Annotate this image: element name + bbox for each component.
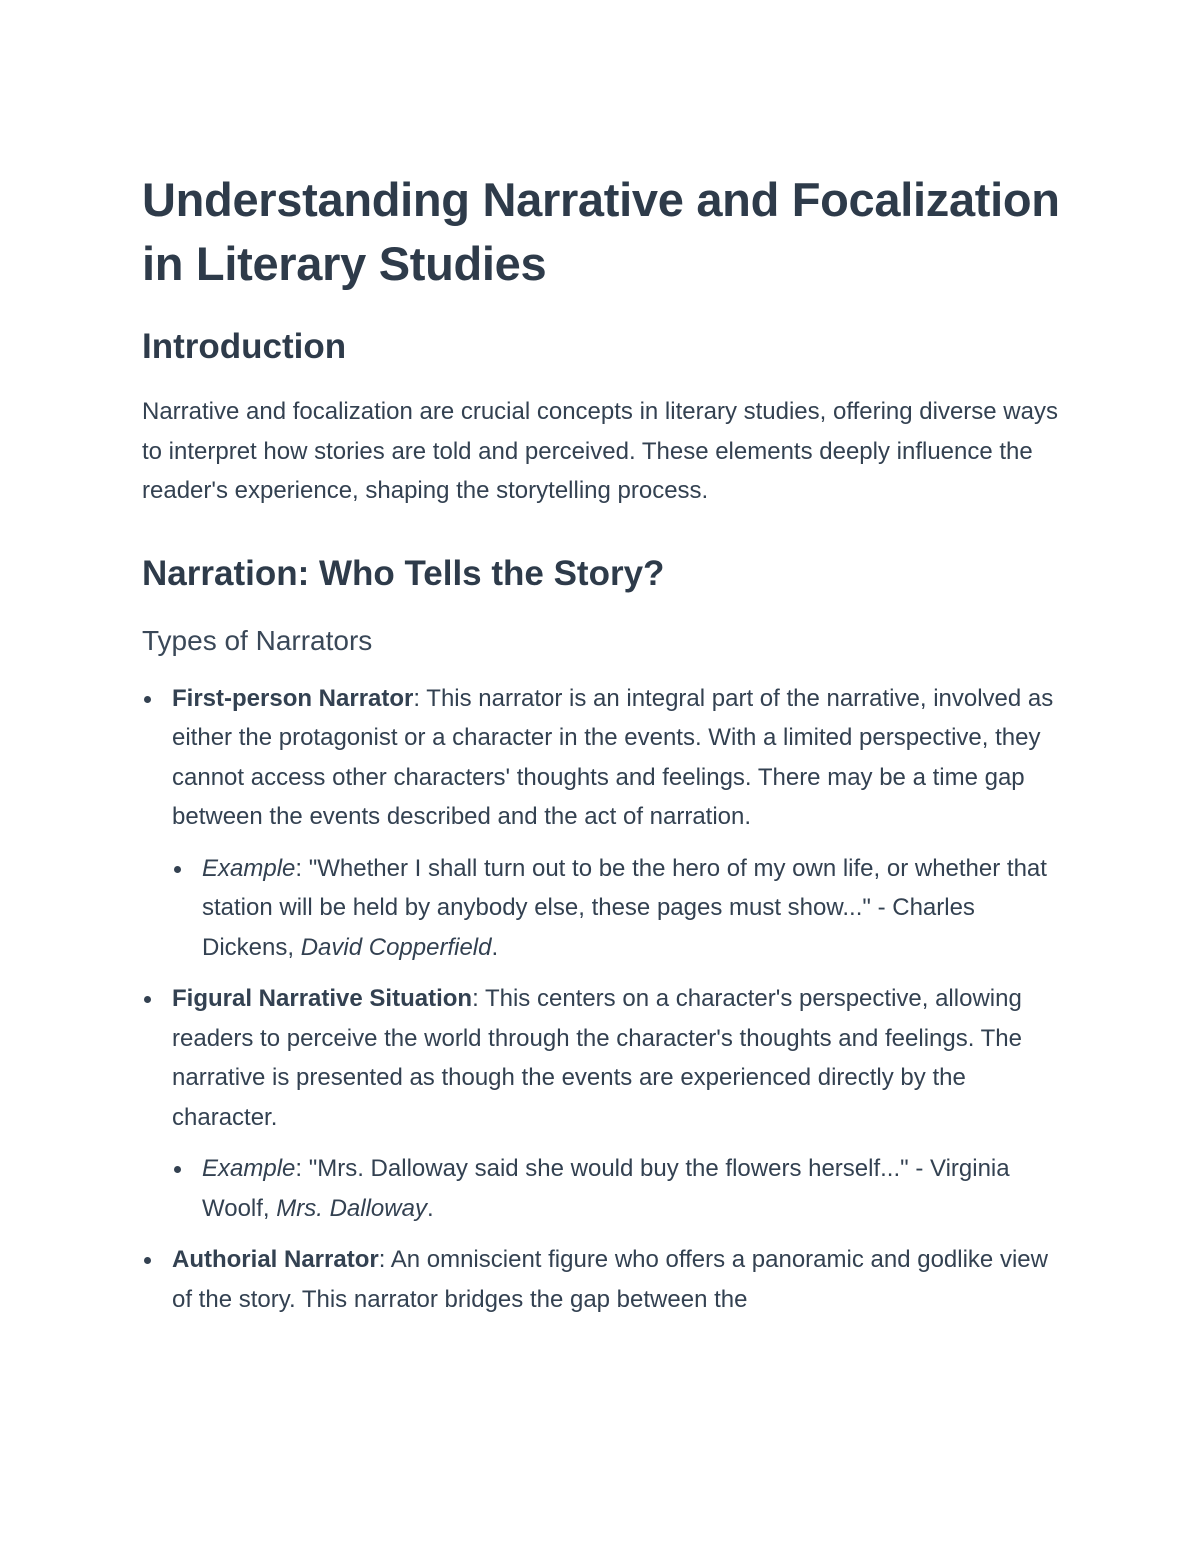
bullet-icon bbox=[174, 1166, 181, 1173]
narrator-types-list bbox=[142, 679, 1062, 1320]
item-term: Figural Narrative Situation bbox=[172, 985, 473, 1012]
example-list bbox=[172, 849, 1062, 968]
item-text: : This centers on a character's perspective, allowing readers to perceive the world through the character's thoughts and feelings. The narrative is presented as though the events are experienced directly by the character. bbox=[172, 985, 1022, 1131]
example-label: Example bbox=[202, 854, 296, 882]
page-title: Understanding Narrative and Focalization in Literary Studies bbox=[142, 173, 1060, 290]
document-page bbox=[142, 168, 1062, 1331]
example-label: Example bbox=[202, 1155, 296, 1182]
introduction-paragraph: Narrative and focalization are crucial concepts in literary studies, offering diverse ways to interpret how stories are told and perceived. These elements deeply influence the reader's experience, shaping the storytelling process. bbox=[142, 398, 1058, 504]
example-list bbox=[172, 1149, 1062, 1228]
example-work-title: Mrs. Dalloway bbox=[276, 1194, 427, 1222]
list-item-example bbox=[172, 1149, 1062, 1228]
example-end: . bbox=[426, 1194, 434, 1222]
example-end: . bbox=[491, 933, 499, 961]
example-quote: : "Whether I shall turn out to be the hero of my own life, or whether that station will be held by anybody else, these pages must show..." - Charles Dickens, bbox=[202, 854, 1047, 961]
item-text: : This narrator is an integral part of the narrative, involved as either the protagonist or a character in the events. With a limited perspective, they cannot access other characters' thoughts and feelings. There may be a time gap between the events described and the act of narration. bbox=[172, 684, 1054, 830]
bullet-icon bbox=[144, 1257, 151, 1264]
bullet-icon bbox=[174, 866, 181, 873]
example-quote: : "Mrs. Dalloway said she would buy the flowers herself..." - Virginia Woolf, bbox=[202, 1155, 1010, 1222]
list-item-authorial-narrator bbox=[142, 1240, 1062, 1319]
introduction-heading: Introduction bbox=[142, 327, 347, 366]
bullet-icon bbox=[144, 696, 151, 703]
list-item-first-person-narrator bbox=[142, 679, 1062, 968]
item-term: Authorial Narrator bbox=[172, 1246, 379, 1273]
item-term: First-person Narrator bbox=[172, 684, 414, 712]
example-work-title: David Copperfield bbox=[300, 933, 492, 961]
bullet-icon bbox=[144, 996, 151, 1003]
list-item-example bbox=[172, 849, 1062, 968]
item-text: : An omniscient figure who offers a panoramic and godlike view of the story. This narrator bridges the gap between the bbox=[172, 1246, 1048, 1313]
narrator-types-subheading: Types of Narrators bbox=[142, 624, 373, 656]
list-item-figural-narrative-situation bbox=[142, 979, 1062, 1228]
narration-heading: Narration: Who Tells the Story? bbox=[142, 553, 665, 593]
